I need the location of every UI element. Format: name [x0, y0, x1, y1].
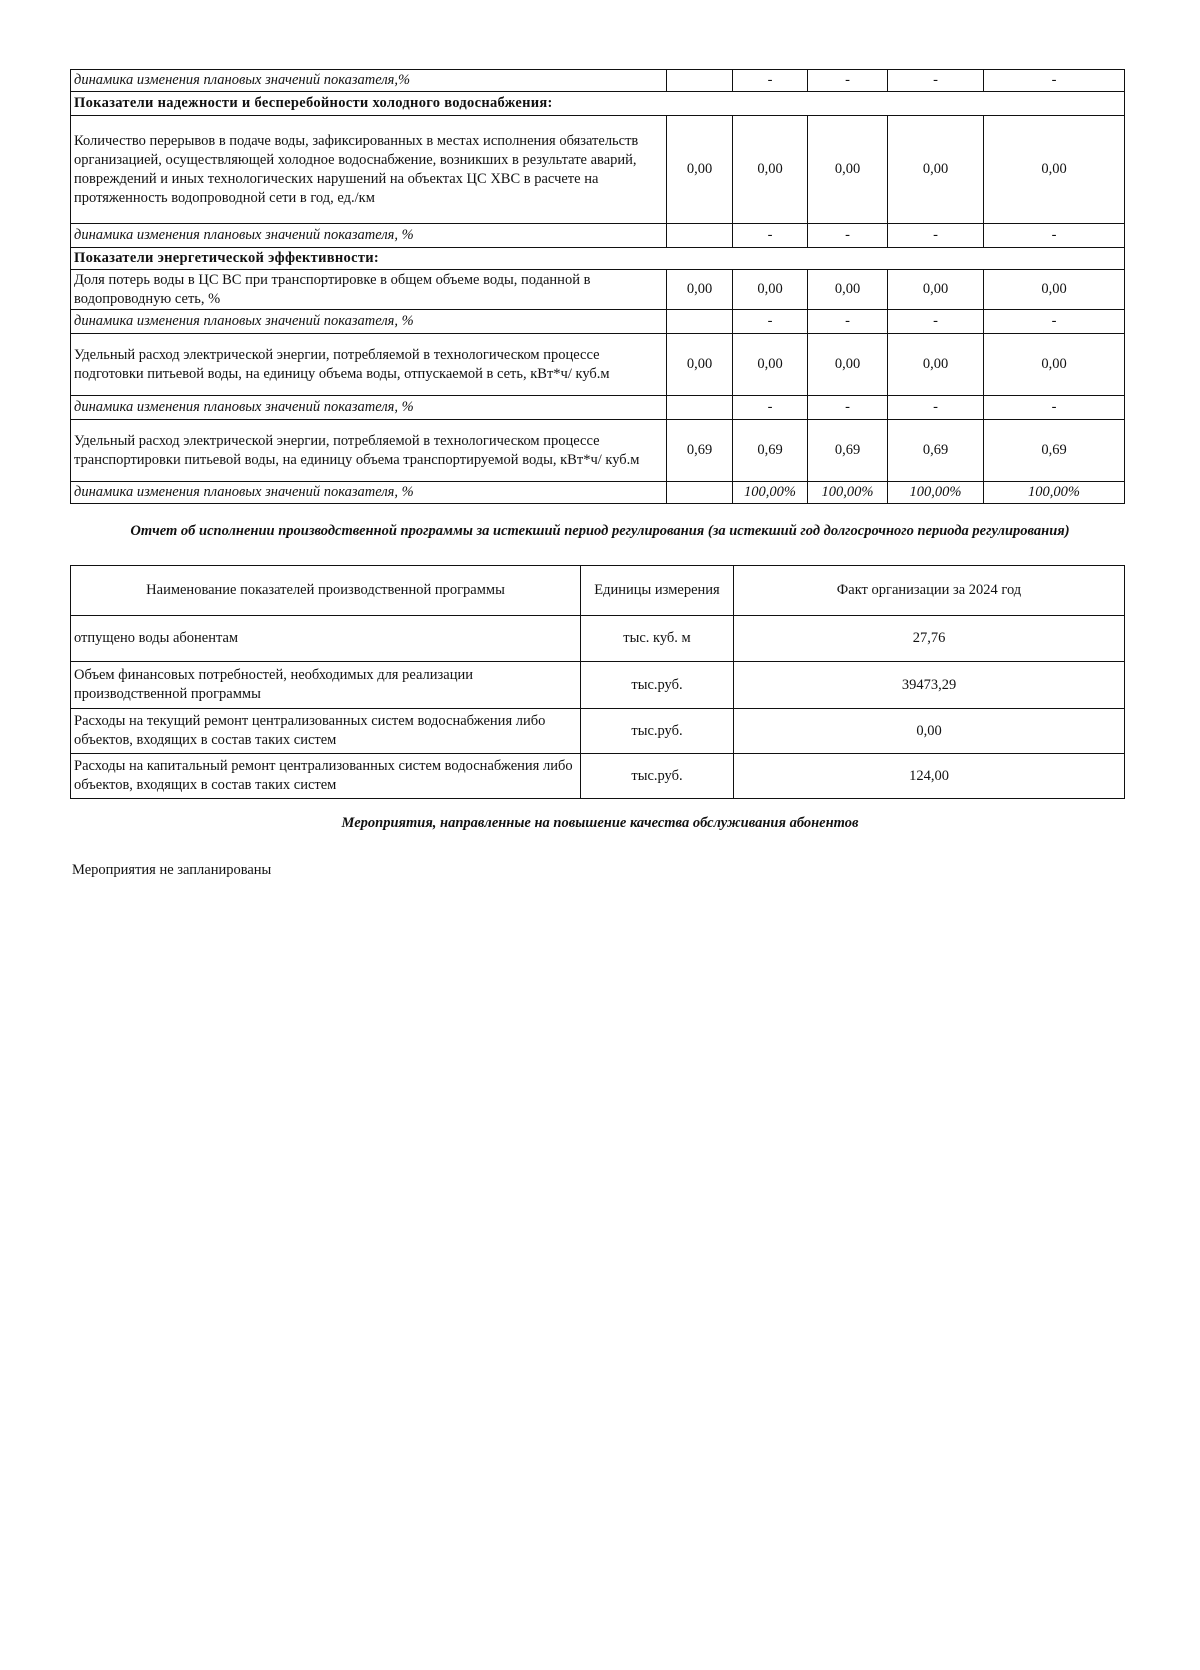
indicator-value: -: [808, 70, 888, 92]
indicator-value: -: [984, 310, 1125, 334]
indicator-value: -: [888, 310, 984, 334]
indicator-value: 0,00: [984, 270, 1125, 310]
indicator-value: 100,00%: [808, 482, 888, 504]
indicator-value: -: [733, 310, 808, 334]
table-row: [71, 754, 1125, 799]
row-name: Расходы на текущий ремонт централизованных систем водоснабжения либо объектов, входящих в состав таких систем: [71, 709, 581, 754]
indicator-value: [667, 70, 733, 92]
indicator-value: 0,00: [667, 334, 733, 396]
measures-heading: Мероприятия, направленные на повышение качества обслуживания абонентов: [341, 815, 859, 831]
indicator-row: [71, 420, 1125, 482]
dynamics-row: [71, 310, 1125, 334]
indicator-value: -: [733, 396, 808, 420]
indicator-value: 0,00: [733, 334, 808, 396]
indicator-label: Удельный расход электрической энергии, потребляемой в технологическом процессе подготовки питьевой воды, на единицу объема воды, отпускаемой в сеть, кВт*ч/ куб.м: [71, 334, 667, 396]
indicator-row: [71, 116, 1125, 224]
indicator-label: динамика изменения плановых значений показателя, %: [71, 482, 667, 504]
indicator-value: 100,00%: [888, 482, 984, 504]
section-title: Показатели надежности и бесперебойности холодного водоснабжения:: [71, 92, 1125, 116]
indicator-value: 0,00: [808, 334, 888, 396]
row-unit: тыс.руб.: [581, 662, 734, 709]
table-row: [71, 709, 1125, 754]
report-header-row: [71, 566, 1125, 616]
indicator-value: -: [808, 310, 888, 334]
row-value: 124,00: [734, 754, 1125, 799]
indicator-value: -: [888, 224, 984, 248]
section-row: [71, 92, 1125, 116]
indicator-value: 100,00%: [733, 482, 808, 504]
row-value: 39473,29: [734, 662, 1125, 709]
indicator-value: 0,00: [667, 270, 733, 310]
indicator-label: динамика изменения плановых значений показателя,%: [71, 70, 667, 92]
table-row: [71, 662, 1125, 709]
row-unit: тыс.руб.: [581, 754, 734, 799]
indicator-value: 0,00: [888, 116, 984, 224]
indicator-label: динамика изменения плановых значений показателя, %: [71, 224, 667, 248]
report-caption: Отчет об исполнении производственной программы за истекший период регулирования (за истекший год долгосрочного периода регулирования): [130, 523, 1070, 539]
indicator-label: Количество перерывов в подаче воды, зафиксированных в местах исполнения обязательств организацией, осуществляющей холодное водоснабжение, возникших в результате аварий, повреждений и иных технологических нарушений на объектах ЦС ХВС в расчете на протяженность водопроводной сети в год, ед./км: [71, 116, 667, 224]
indicator-row: [71, 270, 1125, 310]
indicator-value: -: [984, 396, 1125, 420]
row-name: Расходы на капитальный ремонт централизованных систем водоснабжения либо объектов, входящих в состав таких систем: [71, 754, 581, 799]
indicator-value: -: [984, 70, 1125, 92]
indicator-value: 0,00: [667, 116, 733, 224]
indicators-table: [70, 69, 1125, 504]
indicator-label: Удельный расход электрической энергии, потребляемой в технологическом процессе транспортировки питьевой воды, на единицу объема транспортируемой воды, кВт*ч/ куб.м: [71, 420, 667, 482]
indicator-value: -: [888, 70, 984, 92]
indicator-value: [667, 482, 733, 504]
indicator-value: 0,00: [888, 270, 984, 310]
indicator-value: 0,69: [808, 420, 888, 482]
row-value: 27,76: [734, 616, 1125, 662]
indicator-value: 0,69: [733, 420, 808, 482]
indicator-value: 100,00%: [984, 482, 1125, 504]
table-row: [71, 616, 1125, 662]
indicator-value: 0,00: [733, 270, 808, 310]
indicator-value: [667, 224, 733, 248]
indicator-value: [667, 310, 733, 334]
row-value: 0,00: [734, 709, 1125, 754]
row-unit: тыс.руб.: [581, 709, 734, 754]
indicator-value: -: [808, 224, 888, 248]
dynamics-row: [71, 482, 1125, 504]
dynamics-row: [71, 70, 1125, 92]
header-fact: Факт организации за 2024 год: [734, 566, 1125, 616]
indicator-label: Доля потерь воды в ЦС ВС при транспортировке в общем объеме воды, поданной в водопроводную сеть, %: [71, 270, 667, 310]
section-title: Показатели энергетической эффективности:: [71, 248, 1125, 270]
indicator-value: 0,69: [888, 420, 984, 482]
indicator-label: динамика изменения плановых значений показателя, %: [71, 396, 667, 420]
indicator-value: -: [888, 396, 984, 420]
indicator-value: -: [733, 70, 808, 92]
report-table: [70, 565, 1125, 799]
dynamics-row: [71, 396, 1125, 420]
dynamics-row: [71, 224, 1125, 248]
indicator-value: -: [808, 396, 888, 420]
row-name: отпущено воды абонентам: [71, 616, 581, 662]
indicator-value: [667, 396, 733, 420]
row-unit: тыс. куб. м: [581, 616, 734, 662]
indicator-value: -: [733, 224, 808, 248]
indicator-value: 0,69: [667, 420, 733, 482]
section-row: [71, 248, 1125, 270]
indicator-value: 0,00: [808, 116, 888, 224]
header-unit: Единицы измерения: [581, 566, 734, 616]
measures-text: Мероприятия не запланированы: [72, 862, 272, 878]
indicator-row: [71, 334, 1125, 396]
row-name: Объем финансовых потребностей, необходимых для реализации производственной программы: [71, 662, 581, 709]
indicator-value: 0,00: [984, 116, 1125, 224]
indicator-value: 0,00: [888, 334, 984, 396]
indicator-value: 0,69: [984, 420, 1125, 482]
indicator-value: 0,00: [808, 270, 888, 310]
indicator-value: -: [984, 224, 1125, 248]
indicator-value: 0,00: [984, 334, 1125, 396]
header-name: Наименование показателей производственной программы: [71, 566, 581, 616]
indicator-label: динамика изменения плановых значений показателя, %: [71, 310, 667, 334]
indicator-value: 0,00: [733, 116, 808, 224]
